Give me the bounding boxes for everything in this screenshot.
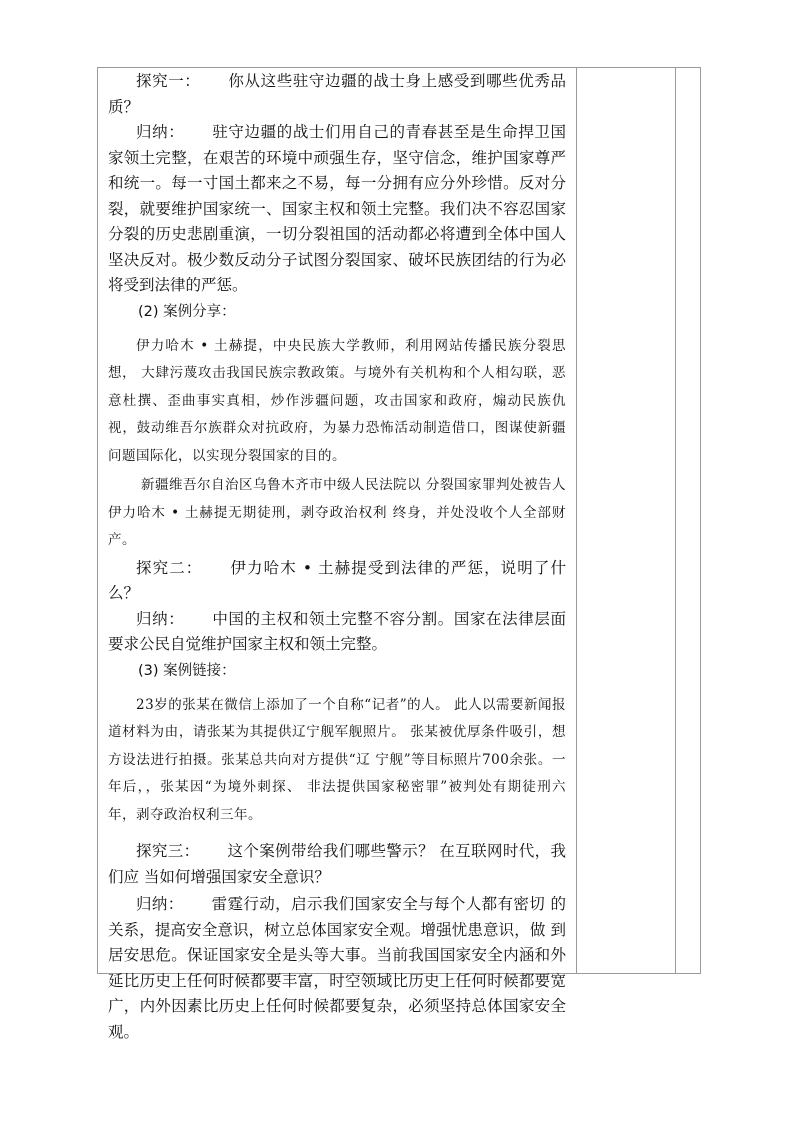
explore-3 <box>108 839 566 890</box>
summary-1-text: 驻守边疆的战士们用自己的青春甚至是生命捍卫国家领土完整，在艰苦的环境中顽强生存，坚守信念，维护国家尊严和统一。每一寸国土都来之不易，每一分拥有应分外珍惜。反对分裂，就要维护国家统一、国家主权和领土完整。我们决不容忍国家分裂的历史悲剧重演，一切分裂祖国的活动都必将遭到全体中国人坚决反对。极少数反动分子试图分裂国家、破坏民族团结的行为必将受到法律的严惩。 <box>108 123 566 294</box>
explore-1 <box>108 69 566 120</box>
explore-2 <box>108 556 566 607</box>
case-2-title: (2) 案例分享： <box>138 303 236 320</box>
summary-1 <box>108 120 566 299</box>
main-content-cell <box>98 68 576 1041</box>
case-3-title: (3) 案例链接： <box>138 662 236 679</box>
summary-3 <box>108 892 566 1045</box>
summary-3-label: 归纳： <box>136 895 184 913</box>
explore-3-question: 这个案例带给我们哪些警示？ 在互联网时代，我们应 当如何增强国家安全意识？ <box>108 842 566 886</box>
summary-2 <box>108 607 566 658</box>
summary-1-label: 归纳： <box>136 123 185 141</box>
explore-3-label: 探究三： <box>136 842 200 860</box>
summary-3-text: 雷霆行动，启示我们国家安全与每个人都有密切 的关系，提高安全意识，树立总体国家安全观。增强忧患意识，做 到居安思危。保证国家安全是头等大事。当前我国国家安全内涵和外延比历史上任何时候都要丰富，时空领域比历史上任何时候都要宽广，内外因素比历史上任何时候都要复杂，必须坚持总体国家安全观。 <box>108 895 566 1041</box>
content-table <box>97 67 701 1041</box>
summary-2-label: 归纳： <box>136 609 185 628</box>
explore-2-question: 伊力哈木 • 土赫提受到法律的严惩，说明了什么？ <box>108 558 566 602</box>
explore-1-label: 探究一： <box>136 72 201 90</box>
explore-1-question: 你从这些驻守边疆的战士身上感受到哪些优秀品质？ <box>108 72 566 116</box>
column-divider-1 <box>576 68 577 973</box>
explore-2-label: 探究二： <box>136 558 203 577</box>
summary-2-text: 中国的主权和领土完整不容分割。国家在法律层面要求公民自觉维护国家主权和领土完整。 <box>108 609 566 653</box>
case-3-paragraph-1: 23岁的张某在微信上添加了一个自称“记者”的人。 此人以需要新闻报道材料为由，请张某为其提供辽宁舰军舰照片。 张某被优厚条件吸引，想方设法进行拍摄。张某总共向对方提供“辽 宁舰”等目标照片700余张。一年后，，张某因“为境外刺探、 非法提供国家秘密罪”被判处有期徒刑六年，剥夺政治权利三年。 <box>108 696 566 823</box>
case-2-paragraph-1: 伊力哈木 • 土赫提，中央民族大学教师，利用网站传播民族分裂思想， 大肆污蔑攻击我国民族宗教政策。与境外有关机构和个人相勾联，恶意杜撰、歪曲事实真相，炒作涉疆问题，攻击国家和政府，煽动民族仇视，鼓动维吾尔族群众对抗政府，为暴力恐怖活动制造借口，图谋使新疆问题国际化，以实现分裂国家的目的。 <box>108 337 566 464</box>
case-2-paragraph-2: 新疆维吾尔自治区乌鲁木齐市中级人民法院以 分裂国家罪判处被告人伊力哈木 • 土赫提无期徒刑，剥夺政治权利 终身，并处没收个人全部财产。 <box>108 477 566 548</box>
column-divider-2 <box>675 68 676 973</box>
